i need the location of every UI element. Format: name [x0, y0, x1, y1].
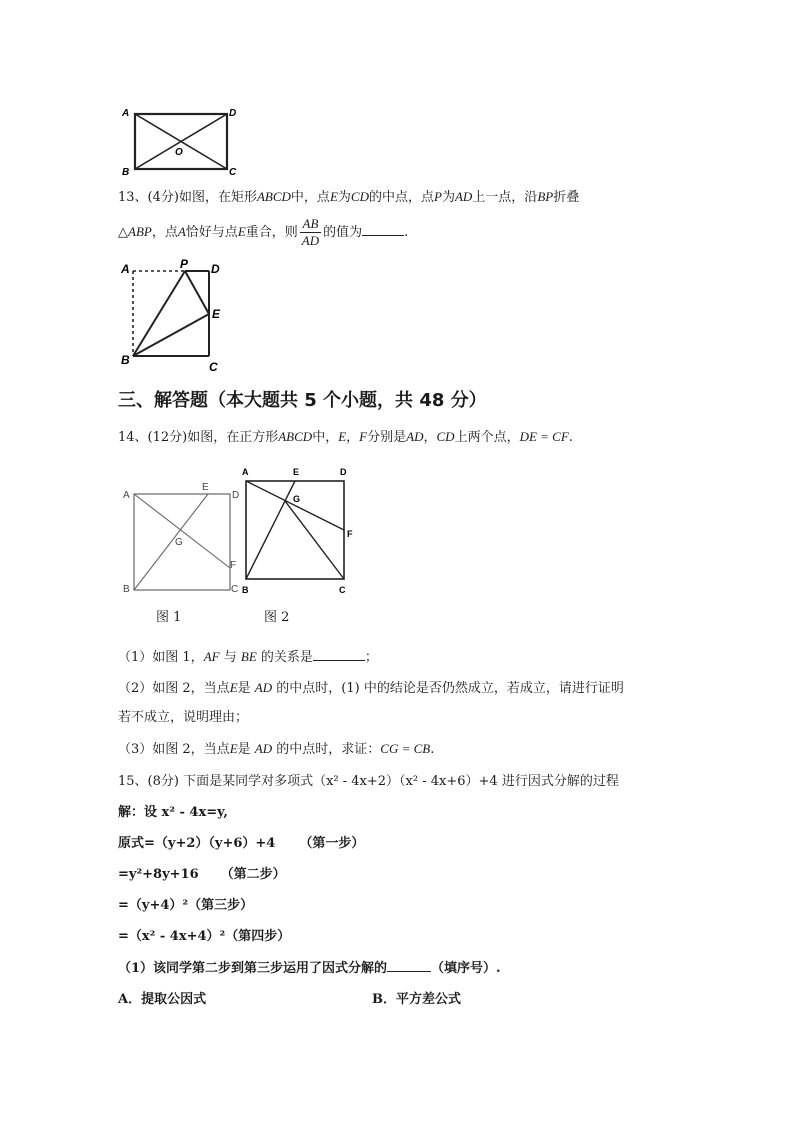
label-b: B	[122, 167, 130, 178]
q14-1-t3: 的关系是	[260, 650, 313, 665]
q13-ad: AD	[454, 189, 473, 204]
option-b[interactable]: B．平方差公式	[372, 992, 461, 1007]
fold-line-bp	[133, 271, 185, 356]
q15-part1	[118, 957, 501, 976]
q15-stem: 15、(8分) 下面是某同学对多项式（x² - 4x+2）（x² - 4x+6）+4 进行因式分解的过程	[118, 774, 619, 789]
q14-2-ad: AD	[254, 680, 273, 695]
q14-1-end: ；	[364, 650, 378, 665]
q13-prefix: 13、(4分)如图，在矩形	[118, 190, 257, 205]
segment-gc	[285, 501, 344, 579]
q15-line5: =（y+4）²（第三步）	[118, 898, 254, 913]
q14-part2-line1	[118, 677, 624, 696]
option-a[interactable]: A．提取公因式	[118, 992, 207, 1007]
label-d: D	[340, 467, 347, 477]
label-a: A	[242, 467, 249, 477]
frac-denominator: AD	[301, 233, 320, 248]
label-a: A	[121, 262, 130, 276]
q13-line1	[118, 186, 579, 205]
figure-1-caption: 图 1	[156, 610, 182, 625]
q13-fraction	[300, 216, 321, 249]
label-o: O	[175, 147, 183, 158]
q14-prefix: 14、(12分)如图，在正方形	[118, 430, 279, 445]
q14-3-a: （3）如图 2，当点	[118, 742, 230, 757]
q14-1-t1: （1）如图 1，	[118, 650, 204, 665]
q14-1-af: AF	[203, 649, 220, 664]
q15-step1-label: （第一步）	[299, 836, 365, 851]
answer-blank[interactable]	[362, 235, 404, 236]
q14-1-t2: 与	[223, 650, 237, 665]
q13-t9: 重合，则	[245, 225, 298, 240]
q14-part1	[118, 646, 378, 665]
figure-1	[118, 480, 248, 600]
section-title: 三、解答题（本大题共 5 个小题，共 48 分）	[118, 390, 487, 411]
q15-1-end: （填序号）.	[431, 961, 501, 976]
segment-be	[133, 314, 209, 356]
q13-t7: ，点	[151, 225, 178, 240]
q14-t1: 中，	[312, 430, 339, 445]
q15-line2: 解：设 x² - 4x=y,	[118, 805, 228, 820]
label-b: B	[123, 584, 130, 595]
q14-part3	[118, 738, 434, 757]
q13-triangle: △ABP	[118, 224, 152, 239]
q15-line4	[118, 863, 286, 882]
q14-3-c: 的中点时，求证：	[276, 742, 381, 757]
q14-3-e: E	[229, 741, 238, 756]
q14-3-equation: CG = CB	[380, 741, 431, 756]
folding-figure	[116, 258, 226, 376]
label-c: C	[229, 167, 237, 178]
q13-t5: 上一点，沿	[472, 190, 538, 205]
label-c: C	[339, 585, 346, 595]
q15-step2-label: （第二步）	[220, 867, 286, 882]
q14-end: .	[568, 430, 573, 445]
q13-end: .	[404, 225, 409, 240]
label-d: D	[229, 108, 237, 119]
frac-numerator: AB	[300, 216, 321, 233]
q13-e2: E	[237, 224, 246, 239]
q14-t3: 上两个点，	[454, 430, 520, 445]
q15-step1-expr: 原式=（y+2）（y+6）+4	[118, 836, 276, 851]
label-d: D	[232, 490, 240, 501]
q14-3-end: .	[430, 742, 435, 757]
q14-part2-line2: 若不成立，说明理由；	[118, 710, 249, 725]
q13-rect: ABCD	[256, 189, 291, 204]
q14-stem	[118, 426, 573, 445]
label-c: C	[209, 360, 218, 374]
q14-t2: 分别是	[367, 430, 407, 445]
label-g: G	[293, 494, 301, 504]
q13-t4: 为	[441, 190, 455, 205]
label-b: B	[242, 585, 249, 595]
q13-t6: 折叠	[553, 190, 580, 205]
q15-1-text: （1）该同学第二步到第三步运用了因式分解的	[118, 961, 388, 976]
label-e: E	[212, 307, 221, 321]
q14-2-a: （2）如图 2，当点	[118, 681, 230, 696]
q13-t3: 的中点，点	[368, 190, 434, 205]
label-f: F	[347, 529, 353, 539]
answer-blank[interactable]	[313, 660, 365, 661]
segment-af	[134, 494, 230, 568]
label-a: A	[123, 490, 130, 501]
q14-3-ad: AD	[254, 741, 273, 756]
q14-cd: CD	[436, 429, 455, 444]
label-b: B	[121, 353, 130, 367]
label-e: E	[202, 482, 209, 493]
q15-line3	[118, 832, 364, 851]
segment-pe	[185, 271, 209, 314]
q14-equation: DE = CF	[519, 429, 569, 444]
segment-be	[246, 481, 295, 579]
q13-e: E	[329, 189, 338, 204]
q15-line6: =（x² - 4x+4）²（第四步）	[118, 929, 291, 944]
q13-t10: 的值为	[323, 225, 363, 240]
label-e: E	[293, 467, 300, 477]
q13-t8: 恰好与点	[185, 225, 238, 240]
q13-t2: 为	[337, 190, 351, 205]
segment-af	[246, 481, 344, 530]
q13-cd: CD	[350, 189, 369, 204]
q13-a: A	[177, 224, 186, 239]
q14-e: E	[338, 429, 347, 444]
q14-comma-2: ，	[423, 430, 437, 445]
q13-line2	[118, 212, 408, 252]
q14-2-b: 是	[237, 681, 251, 696]
q14-3-b: 是	[237, 742, 251, 757]
q13-bp: BP	[537, 189, 554, 204]
label-g: G	[175, 537, 183, 548]
q14-square: ABCD	[278, 429, 313, 444]
label-f: F	[230, 560, 237, 571]
figure-2	[236, 464, 366, 600]
q14-2-c: 的中点时，(1) 中的结论是否仍然成立，若成立，请进行证明	[276, 681, 624, 696]
q13-t1: 中，点	[290, 190, 330, 205]
q14-f: F	[359, 429, 368, 444]
label-c: C	[231, 584, 239, 595]
q15-step2-expr: =y²+8y+16	[118, 867, 199, 882]
label-a: A	[122, 108, 130, 119]
answer-blank[interactable]	[387, 971, 431, 972]
q14-comma: ，	[346, 430, 360, 445]
figure-2-caption: 图 2	[264, 610, 290, 625]
label-p: P	[180, 258, 189, 271]
label-d: D	[211, 262, 220, 276]
rectangle-diagonals-figure	[118, 104, 248, 180]
q13-p: P	[433, 189, 442, 204]
q14-1-be: BE	[240, 649, 257, 664]
q14-ad: AD	[406, 429, 424, 444]
q14-2-e: E	[229, 680, 238, 695]
